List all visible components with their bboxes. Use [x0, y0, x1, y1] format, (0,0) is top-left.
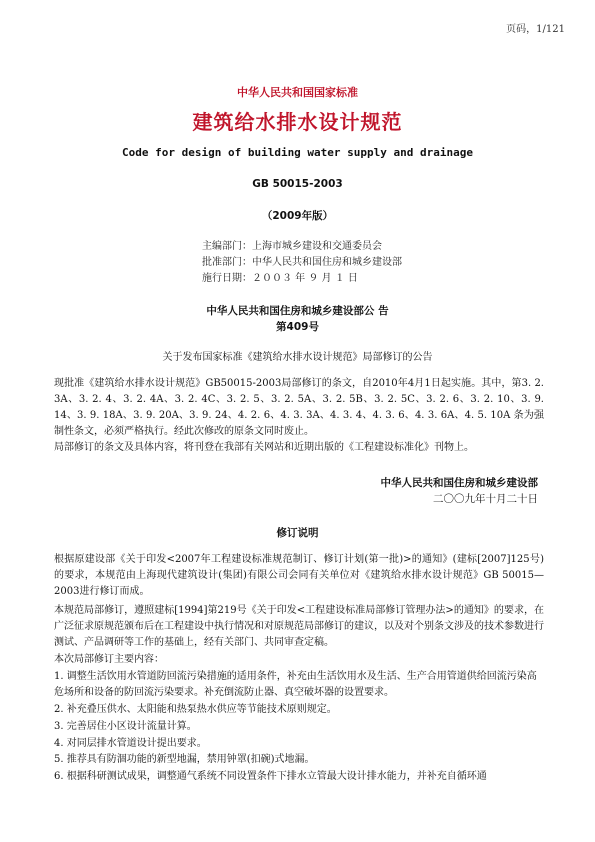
list-item: 4. 对同层排水管道设计提出要求。	[54, 737, 207, 749]
list-item: 2. 补充叠压供水、太阳能和热泵热水供应等节能技术原则规定。	[54, 704, 337, 716]
revision-paragraph: 根据原建设部《关于印发<2007年工程建设标准规范制订、修订计划(第一批)>的通知》(建标[2007]125号)的要求，本规范由上海现代建筑设计(集团)有限公司会同有关单位对《建筑给水排水设计规范》GB 50015—2003进行修订而成。	[54, 554, 544, 597]
document-title: 建筑给水排水设计规范	[192, 110, 403, 134]
announcement-paragraph-2: 局部修订的条文及具体内容，将刊登在我部有关网站和近期出版的《工程建设标准化》刊物上。	[54, 442, 474, 453]
announcement-paragraph: 现批准《建筑给水排水设计规范》GB50015-2003局部修订的条文，自2010年4月1日起实施。其中，第3. 2. 3A、3. 2. 4、3. 2. 4A、3. 2. 4C、3. 2. 5、3. 2. 5A、3. 2. 5B、3. 2. 5C、3. 2. 6、3. 2. 10、3. 9. 14、3. 9. 18A、3. 9. 20A、3. 9. 24、4. 2. 6、4. 3. 3A、4. 3. 4、4. 3. 6、4. 3. 6A、4. 5. 10A 条为强制性条文，必须严格执行。经此次修改的原条文同时废止。	[54, 378, 544, 437]
list-intro: 本次局部修订主要内容：	[54, 654, 164, 665]
list-item: 1. 调整生活饮用水管道防回流污染措施的适用条件，补充由生活饮用水及生活、生产合用管道供给回流污染高危场所和设备的防回流污染要求。补充倒流防止器、真空破坏器的设置要求。	[54, 670, 537, 699]
editor-department: 主编部门：上海市城乡建设和交通委员会	[202, 241, 382, 252]
standard-code: GB 50015-2003	[252, 178, 343, 190]
notice-title: 关于发布国家标准《建筑给水排水设计规范》局部修订的公告	[162, 352, 433, 363]
list-item: 3. 完善居住小区设计流量计算。	[54, 720, 197, 732]
signer: 中华人民共和国住房和城乡建设部	[380, 477, 538, 489]
revision-list	[54, 652, 544, 786]
english-title: Code for design of building water supply and drainage	[122, 146, 473, 159]
sign-date: 二〇〇九年十月二十日	[433, 493, 538, 505]
announcement-heading: 中华人民共和国住房和城乡建设部公 告	[206, 305, 389, 317]
standard-issuer: 中华人民共和国国家标准	[237, 86, 358, 99]
announcement-number: 第409号	[276, 321, 319, 333]
page-number: 页码，1/121	[506, 24, 565, 35]
revision-paragraph-2: 本规范局部修订，遵照建标[1994]第219号《关于印发<工程建设标准局部修订管理办法>的通知》的要求，在广泛征求原规范颁布后在工程建设中执行情况和对原规范局部修订的建议，以及对个别条文涉及的技术参数进行测试、产品调研等工作的基础上，经有关部门、共同审查定稿。	[54, 605, 544, 648]
revision-title: 修订说明	[276, 527, 319, 539]
list-item: 6. 根据科研测试成果，调整通气系统不同设置条件下排水立管最大设计排水能力，并补充自循环通	[54, 770, 487, 782]
effective-date: 施行日期：２００３ 年 ９ 月 １ 日	[202, 273, 358, 284]
edition-label: （2009年版）	[261, 210, 334, 222]
list-item: 5. 推荐具有防涸功能的新型地漏，禁用钟罩(扣碗)式地漏。	[54, 754, 315, 766]
approval-department: 批准部门：中华人民共和国住房和城乡建设部	[202, 257, 402, 268]
